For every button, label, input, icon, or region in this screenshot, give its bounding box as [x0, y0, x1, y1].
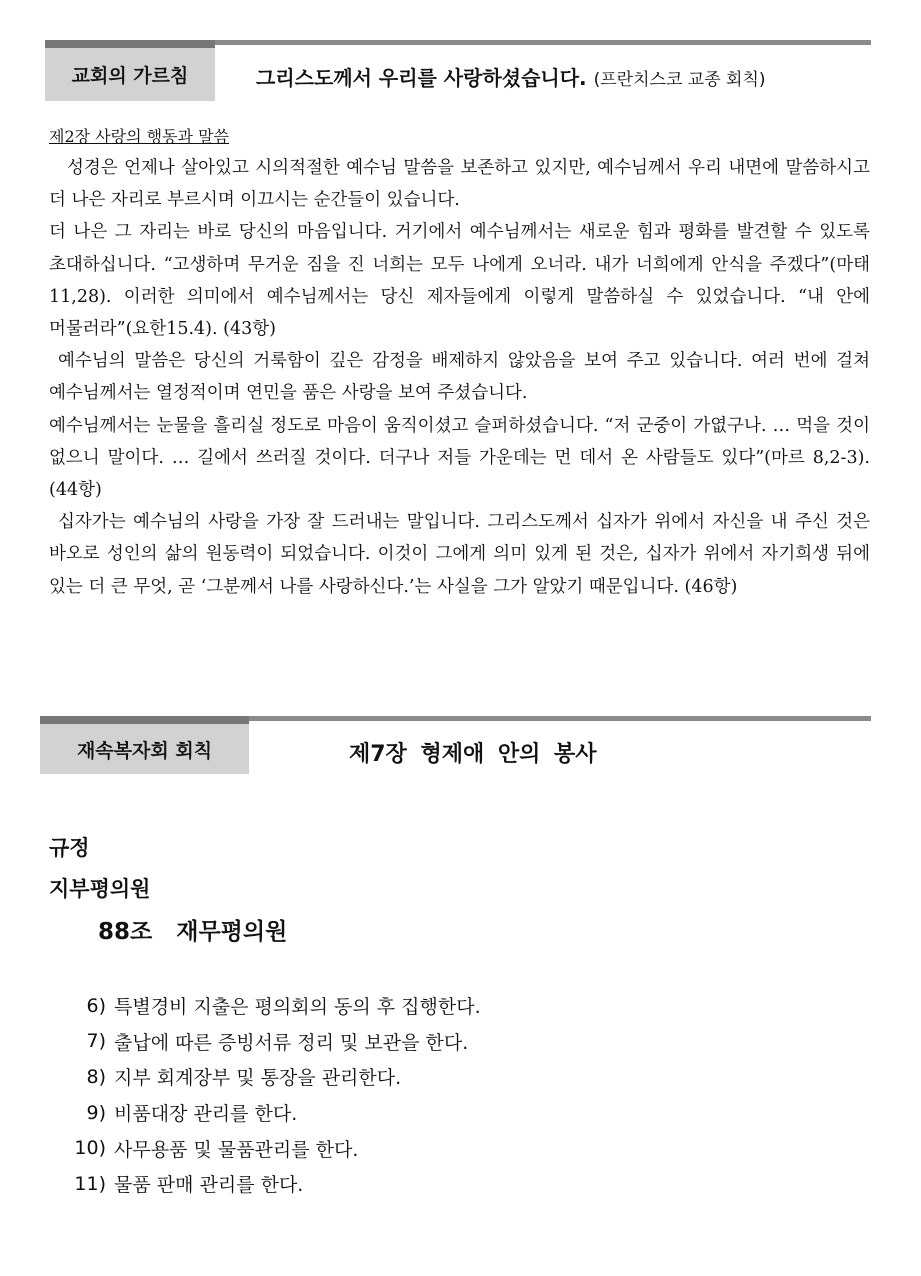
- paragraph: 예수님의 말씀은 당신의 거룩함이 깊은 감정을 배제하지 않았음을 보여 주고 있습니다. 여러 번에 걸쳐 예수님께서는 열정적이며 연민을 품은 사랑을 보여 주셨습니다.: [49, 351, 870, 404]
- body-text: [49, 152, 870, 603]
- list-item: [70, 1166, 481, 1202]
- paragraph: 십자가는 예수님의 사랑을 가장 잘 드러내는 말입니다. 그리스도께서 십자가 위에서 자신을 내 주신 것은 바오로 성인의 삶의 원동력이 되었습니다. 이것이 그에게 의미 있게 된 것은, 십자가 위에서 자기희생 뒤에 있는 더 큰 무엇, 곧 ‘그분께서 나를 사랑하신다.’는 사실을 그가 알았기 때문입니다. (46항): [49, 512, 870, 597]
- item-number: 11): [74, 1172, 106, 1195]
- section-title: [256, 62, 766, 91]
- rule-heading: 규정: [49, 836, 90, 860]
- section-label: 재속복자회 회칙: [40, 724, 249, 774]
- item-text: 사무용품 및 물품관리를 한다.: [114, 1138, 359, 1161]
- paragraph: 성경은 언제나 살아있고 시의적절한 예수님 말씀을 보존하고 있지만, 예수님께서 우리 내면에 말씀하시고 더 나은 자리로 부르시며 이끄시는 순간들이 있습니다.: [49, 158, 870, 211]
- list-item: [70, 1095, 481, 1131]
- item-number: 9): [86, 1101, 106, 1124]
- item-text: 특별경비 지출은 평의회의 동의 후 집행한다.: [114, 996, 481, 1019]
- rule-subheading: 지부평의원: [49, 877, 151, 901]
- article-items: [70, 988, 481, 1202]
- item-number: 10): [74, 1137, 106, 1160]
- list-item: [70, 988, 481, 1024]
- chapter-heading: 제2장 사랑의 행동과 말씀: [49, 127, 229, 146]
- list-item: [70, 1024, 481, 1060]
- section-title: 제7장 형제애 안의 봉사: [349, 742, 597, 767]
- item-text: 물품 판매 관리를 한다.: [114, 1174, 304, 1197]
- item-number: 7): [86, 1030, 106, 1053]
- item-text: 지부 회계장부 및 통장을 관리한다.: [114, 1067, 402, 1090]
- item-text: 비품대장 관리를 한다.: [114, 1103, 298, 1126]
- item-text: 출납에 따른 증빙서류 정리 및 보관을 한다.: [114, 1031, 469, 1054]
- header-rule-dark: [40, 716, 249, 724]
- article-heading: 88조 재무평의원: [98, 919, 288, 945]
- section-title-main: 그리스도께서 우리를 사랑하셨습니다.: [256, 66, 587, 90]
- item-number: 6): [86, 994, 106, 1017]
- section-label: 교회의 가르침: [45, 48, 215, 101]
- paragraph: 예수님께서는 눈물을 흘리실 정도로 마음이 움직이셨고 슬퍼하셨습니다. “저 군중이 가엾구나. … 먹을 것이 없으니 말이다. … 길에서 쓰러질 것이다. 더구나 저들 가운데는 먼 데서 온 사람들도 있다”(마르 8,2-3). (44항): [49, 415, 870, 501]
- list-item: [70, 1130, 481, 1166]
- list-item: [70, 1059, 481, 1095]
- section-title-source: (프란치스코 교종 회칙): [593, 70, 766, 90]
- paragraph: 더 나은 그 자리는 바로 당신의 마음입니다. 거기에서 예수님께서는 새로운 힘과 평화를 발견할 수 있도록 초대하십니다. “고생하며 무거운 짐을 진 너희는 모두 나에게 오너라. 내가 너희에게 안식을 주겠다”(마태 11,28). 이러한 의미에서 예수님께서는 당신 제자들에게 이렇게 말씀하실 수 있었습니다. “내 안에 머물러라”(요한15.4). (43항): [49, 222, 871, 340]
- header-rule-dark: [45, 40, 215, 48]
- header-rule: [249, 716, 871, 721]
- item-number: 8): [86, 1065, 106, 1088]
- header-rule: [215, 40, 871, 45]
